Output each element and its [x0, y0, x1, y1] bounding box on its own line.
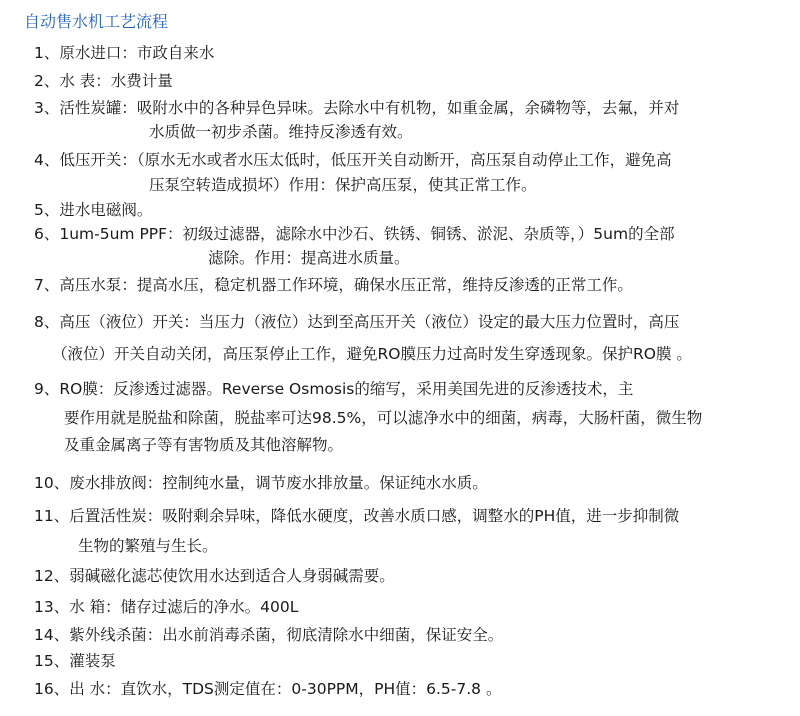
step-9-line-1: 9、RO膜：反渗透过滤器。Reverse Osmosis的缩写，采用美国先进的反渗透技术，主	[34, 380, 634, 398]
step-3-line-2: 水质做一初步杀菌。维持反渗透有效。	[149, 123, 413, 141]
step-11-line-1: 11、后置活性炭：吸附剩余异味，降低水硬度，改善水质口感，调整水的PH值，进一步抑制微	[34, 507, 680, 525]
step-3-line-1: 3、活性炭罐：吸附水中的各种异色异味。去除水中有机物，如重金属，余磷物等，去氟，并对	[34, 99, 680, 117]
step-16: 16、出 水：直饮水，TDS测定值在：0-30PPM，PH值：6.5-7.8 。	[34, 680, 502, 698]
step-9-line-3: 及重金属离子等有害物质及其他溶解物。	[64, 436, 344, 454]
step-13: 13、水 箱：储存过滤后的净水。400L	[34, 598, 299, 616]
step-6-line-1: 6、1um-5um PPF：初级过滤器，滤除水中沙石、铁锈、铜锈、淤泥、杂质等，）5um的全部	[34, 225, 675, 243]
step-4-line-2: 压泵空转造成损坏）作用：保护高压泵，使其正常工作。	[149, 176, 537, 194]
step-8-line-1: 8、高压（液位）开关：当压力（液位）达到至高压开关（液位）设定的最大压力位置时，高压	[34, 313, 680, 331]
step-14: 14、紫外线杀菌：出水前消毒杀菌，彻底清除水中细菌，保证安全。	[34, 626, 504, 644]
step-12: 12、弱碱磁化滤芯使饮用水达到适合人身弱碱需要。	[34, 567, 395, 585]
step-2: 2、水 表：水费计量	[34, 72, 173, 90]
step-6-line-2: 滤除。作用：提高进水质量。	[208, 249, 410, 267]
step-11-line-2: 生物的繁殖与生长。	[78, 537, 218, 555]
step-10: 10、废水排放阀：控制纯水量，调节废水排放量。保证纯水水质。	[34, 474, 488, 492]
step-9-line-2: 要作用就是脱盐和除菌，脱盐率可达98.5%，可以滤净水中的细菌，病毒，大肠杆菌，微生物	[64, 409, 703, 427]
document-title: 自动售水机工艺流程	[24, 12, 169, 31]
step-5: 5、进水电磁阀。	[34, 201, 153, 219]
step-4-line-1: 4、低压开关：（原水无水或者水压太低时，低压开关自动断开，高压泵自动停止工作，避免高	[34, 151, 672, 169]
step-7: 7、高压水泵：提高水压，稳定机器工作环境，确保水压正常，维持反渗透的正常工作。	[34, 276, 633, 294]
step-15: 15、灌装泵	[34, 652, 116, 670]
step-8-line-2: （液位）开关自动关闭，高压泵停止工作，避免RO膜压力过高时发生穿透现象。保护RO膜 。	[52, 345, 692, 363]
step-1: 1、原水进口：市政自来水	[34, 44, 215, 62]
